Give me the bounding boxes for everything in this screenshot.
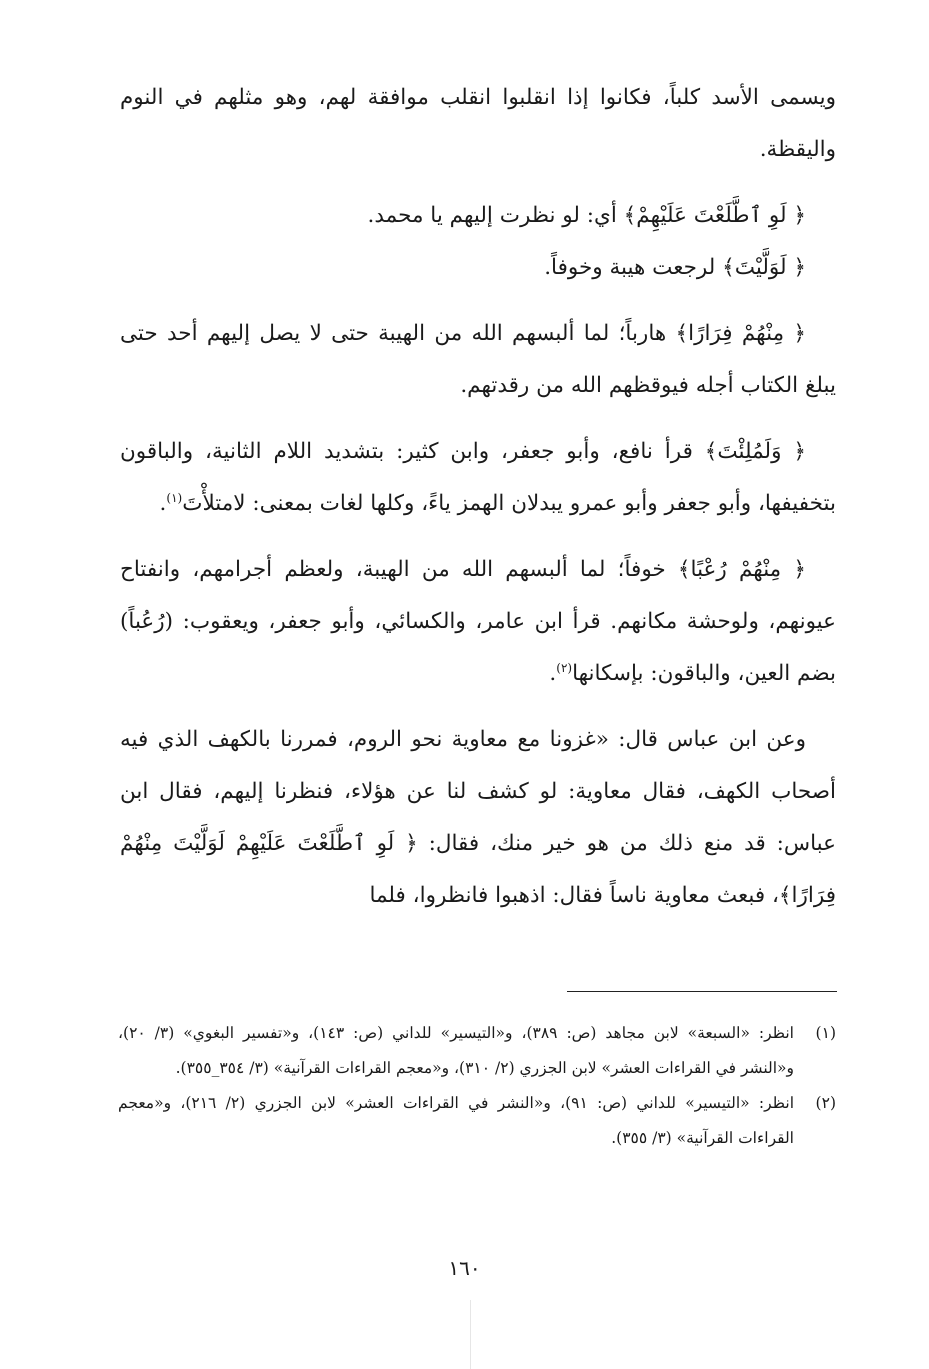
footnote-number: (٢): [815, 1094, 836, 1112]
paragraph-terror: [120, 544, 836, 700]
paragraph-sleep: ويسمى الأسد كلباً، فكانوا إذا انقلبوا انقلب موافقة لهم، وهو مثلهم في النوم واليقظة.: [120, 85, 836, 162]
footnote-2: [118, 1086, 836, 1156]
footnote-number: (١): [815, 1024, 836, 1042]
footnote-1: [118, 1016, 836, 1086]
footnotes: [118, 1016, 836, 1156]
paragraph-turned-away: ﴿ لَوَلَّيْتَ﴾ لرجعت هيبة وخوفاً.: [544, 255, 806, 280]
footnote-text: انظر: «التيسير» للداني (ص: ٩١)، و«النشر في القراءات العشر» لابن الجزري (٢/ ٢١٦)، و«معجم القراءات القرآنية» (٣/ ٣٥٥).: [118, 1094, 795, 1147]
footnote-ref-2[interactable]: (٢): [556, 660, 573, 675]
period: .: [159, 491, 167, 516]
page-number: ١٦٠: [448, 1256, 481, 1280]
footnote-divider: [567, 991, 837, 992]
scan-artifact: [470, 1300, 471, 1369]
footnote-text: انظر: «السبعة» لابن مجاهد (ص: ٣٨٩)، و«التيسير» للداني (ص: ١٤٣)، و«تفسير البغوي» (٣/ ٢٠)، و«النشر في القراءات العشر» لابن الجزري (٢/ ٣١٠)، و«معجم القراءات القرآنية» (٣/ ٣٥٤_٣٥٥).: [118, 1024, 794, 1077]
paragraph-fleeing: ﴿ مِنْهُمْ فِرَارًا﴾ هارباً؛ لما ألبسهم الله من الهيبة حتى لا يصل إليهم أحد حتى يبلغ الكتاب أجله فيوقظهم الله من رقدتهم.: [120, 321, 836, 398]
paragraph-terror-text: ﴿ مِنْهُمْ رُعْبًا﴾ خوفاً؛ لما ألبسهم الله من الهيبة، ولعظم أجرامهم، وانفتاح عيونهم، ولوحشة مكانهم. قرأ ابن عامر، والكسائي، وأبو جعفر، ويعقوب: (رُعُباً) بضم العين، والباقون: بإسكانها: [120, 557, 836, 686]
paragraph-filled-readings: [120, 426, 836, 530]
footnote-ref-1[interactable]: (١): [166, 490, 183, 505]
paragraph-ibn-abbas: وعن ابن عباس قال: «غزونا مع معاوية نحو الروم، فمررنا بالكهف الذي فيه أصحاب الكهف، فقال معاوية: لو كشف لنا عن هؤلاء، فنظرنا إليهم، فقال ابن عباس: قد منع ذلك من هو خير منك، فقال: ﴿ لَوِ ٱطَّلَعْتَ عَلَيْهِمْ لَوَلَّيْتَ مِنْهُمْ فِرَارًا﴾، فبعث معاوية ناساً فقال: اذهبوا فانظروا، فلما: [120, 727, 836, 908]
paragraph-if-you-looked: ﴿ لَوِ ٱطَّلَعْتَ عَلَيْهِمْ﴾ أي: لو نظرت إليهم يا محمد.: [367, 203, 806, 228]
period: .: [549, 661, 557, 686]
main-text: [120, 72, 836, 922]
paragraph-filled-text: ﴿ وَلَمُلِئْتَ﴾ قرأ نافع، وأبو جعفر، وابن كثير: بتشديد اللام الثانية، والباقون بتخفيفها، وأبو جعفر وأبو عمرو يبدلان الهمز ياءً، وكلها لغات بمعنى: لامتلأْتَ: [120, 439, 836, 516]
